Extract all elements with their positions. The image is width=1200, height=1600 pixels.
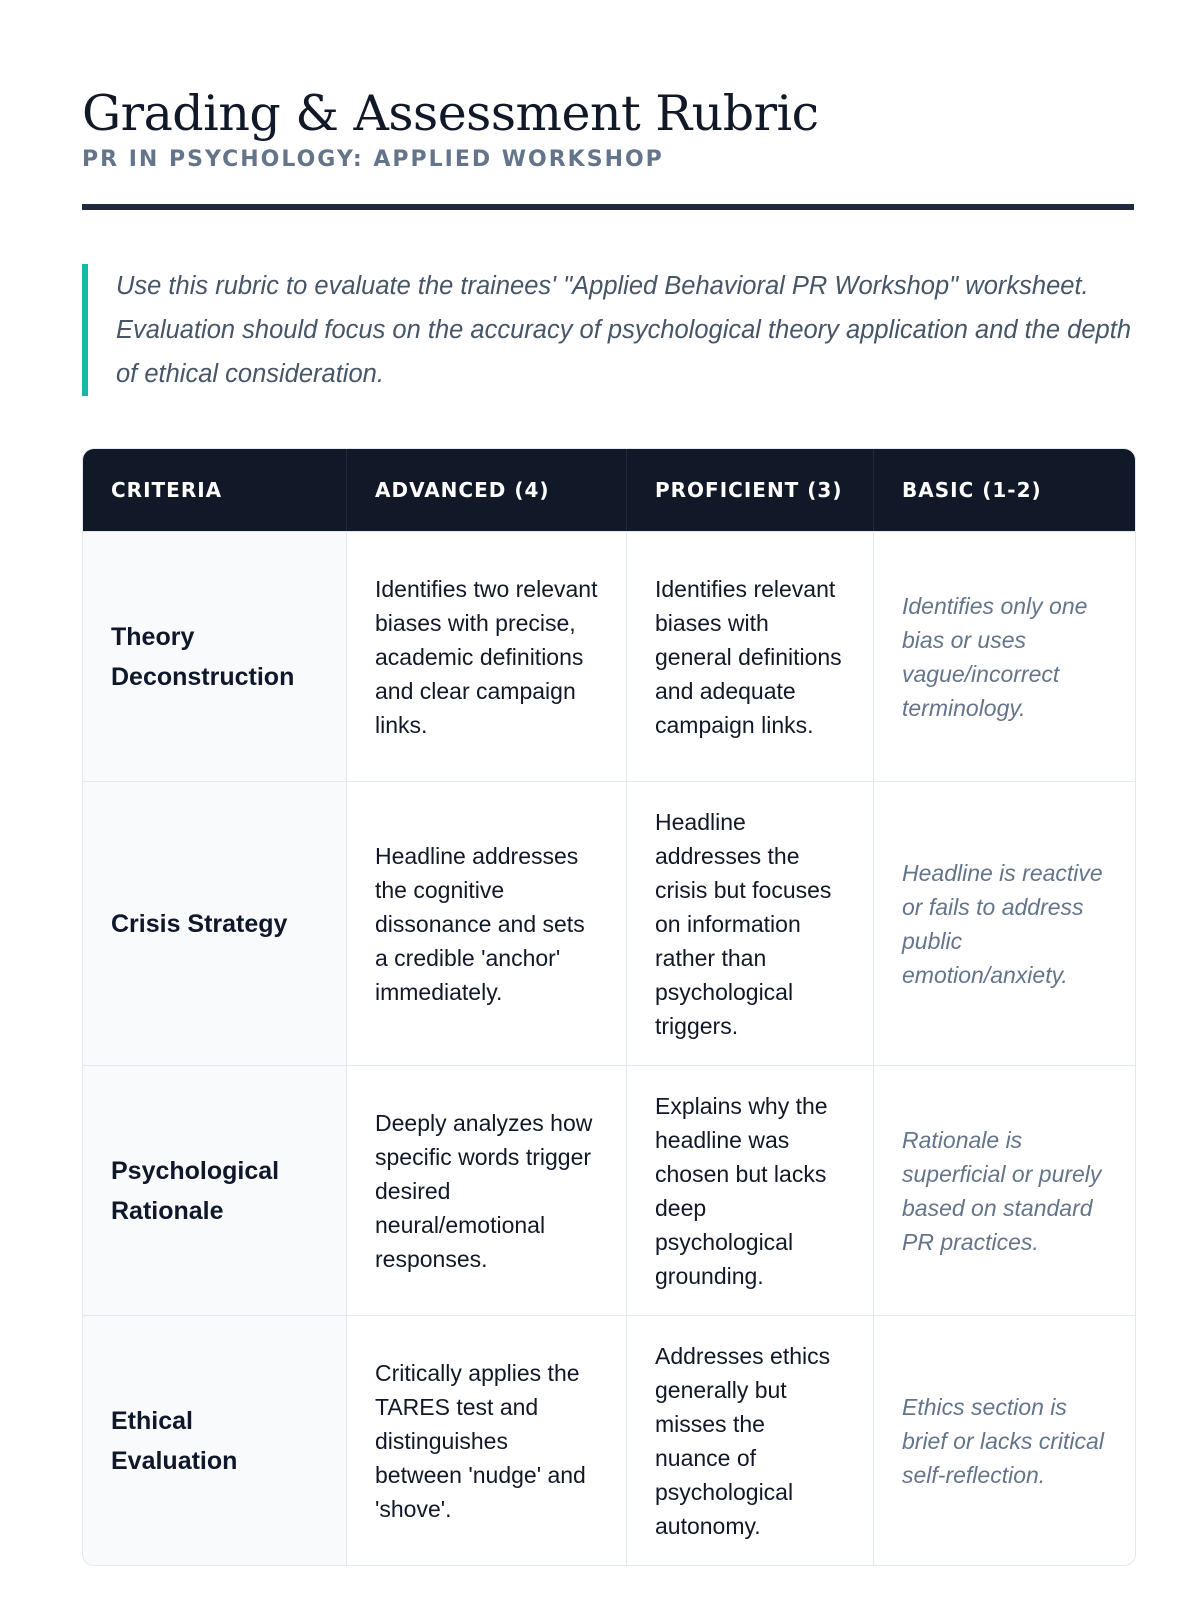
basic-cell: Identifies only one bias or uses vague/incorrect terminology.: [873, 531, 1135, 781]
header-proficient: PROFICIENT (3): [626, 449, 873, 531]
table-row: [83, 1065, 1135, 1315]
criteria-cell: Ethical Evaluation: [83, 1315, 346, 1565]
table-row: [83, 1315, 1135, 1565]
header-criteria: CRITERIA: [83, 449, 346, 531]
proficient-cell: Addresses ethics generally but misses the nuance of psychological autonomy.: [626, 1315, 873, 1565]
advanced-cell: Critically applies the TARES test and distinguishes between 'nudge' and 'shove'.: [346, 1315, 626, 1565]
proficient-cell: Explains why the headline was chosen but lacks deep psychological grounding.: [626, 1065, 873, 1315]
header-advanced: ADVANCED (4): [346, 449, 626, 531]
basic-cell: Ethics section is brief or lacks critical self-reflection.: [873, 1315, 1135, 1565]
proficient-cell: Identifies relevant biases with general definitions and adequate campaign links.: [626, 531, 873, 781]
page-subtitle: PR IN PSYCHOLOGY: APPLIED WORKSHOP: [82, 147, 664, 172]
header-basic: BASIC (1-2): [873, 449, 1135, 531]
header-divider: [82, 204, 1134, 210]
rubric-table: [82, 448, 1136, 1566]
criteria-cell: Theory Deconstruction: [83, 531, 346, 781]
advanced-cell: Identifies two relevant biases with precise, academic definitions and clear campaign links.: [346, 531, 626, 781]
advanced-cell: Deeply analyzes how specific words trigger desired neural/emotional responses.: [346, 1065, 626, 1315]
basic-cell: Rationale is superficial or purely based on standard PR practices.: [873, 1065, 1135, 1315]
table-row: [83, 531, 1135, 781]
criteria-cell: Crisis Strategy: [83, 781, 346, 1065]
proficient-cell: Headline addresses the crisis but focuses on information rather than psychological triggers.: [626, 781, 873, 1065]
criteria-cell: Psychological Rationale: [83, 1065, 346, 1315]
table-header-row: [83, 449, 1135, 531]
page-title: Grading & Assessment Rubric: [82, 85, 819, 142]
advanced-cell: Headline addresses the cognitive dissonance and sets a credible 'anchor' immediately.: [346, 781, 626, 1065]
basic-cell: Headline is reactive or fails to address public emotion/anxiety.: [873, 781, 1135, 1065]
intro-callout: Use this rubric to evaluate the trainees' "Applied Behavioral PR Workshop" worksheet. Evaluation should focus on the accuracy of psychological theory application and the depth of ethical consideration.: [82, 264, 1142, 396]
table-row: [83, 781, 1135, 1065]
